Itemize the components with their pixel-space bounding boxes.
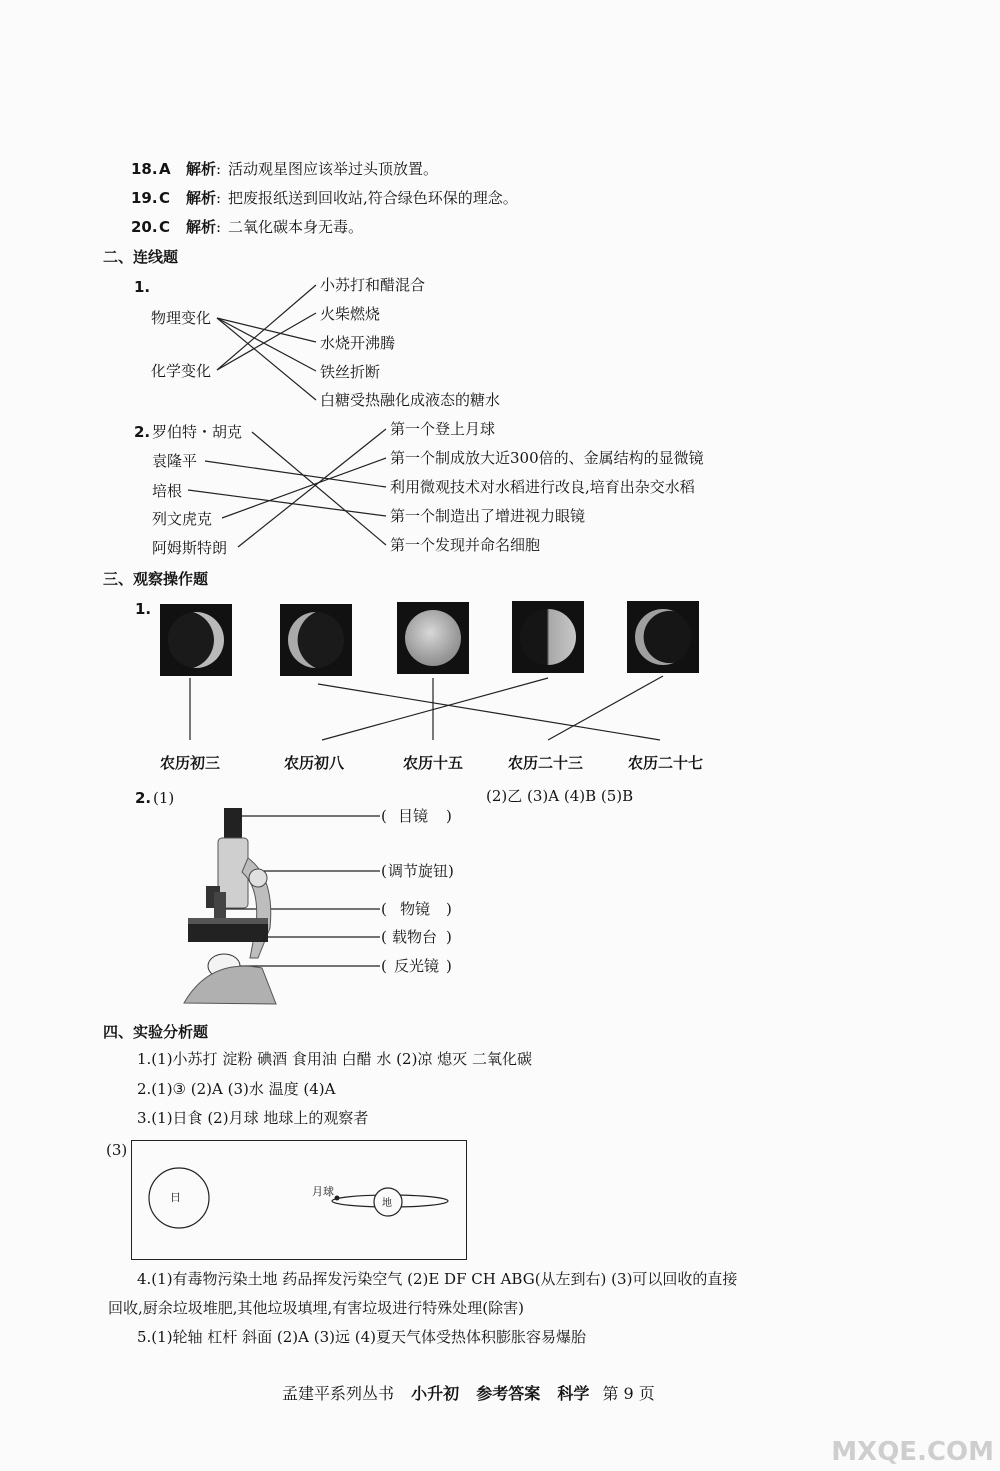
match-right-item: 第一个制造出了增进视力眼镜 bbox=[390, 507, 586, 525]
question-number: 1. bbox=[135, 600, 152, 618]
microscope-image bbox=[180, 808, 280, 1008]
match-left-item: 列文虎克 bbox=[152, 510, 213, 528]
mc-choice: C bbox=[159, 189, 171, 207]
mc-explanation: 活动观星图应该举过头顶放置。 bbox=[228, 160, 439, 178]
match-right-item: 小苏打和醋混合 bbox=[320, 276, 426, 294]
answer-line: 2.(1)③ (2)A (3)水 温度 (4)A bbox=[137, 1080, 336, 1098]
moon-phase-label: 农历十五 bbox=[403, 754, 464, 772]
part-label: 目镜 bbox=[398, 807, 429, 825]
part-label: 反光镜 bbox=[394, 957, 440, 975]
section-title-observation: 三、观察操作题 bbox=[103, 570, 209, 588]
watermark: MXQE.COM bbox=[831, 1437, 994, 1467]
question-number: 2. bbox=[135, 789, 152, 807]
match-left-item: 化学变化 bbox=[151, 362, 212, 380]
match-right-item: 利用微观技术对水稻进行改良,培育出杂交水稻 bbox=[390, 478, 695, 496]
section-title-matching: 二、连线题 bbox=[103, 248, 179, 266]
match-right-item: 白糖受热融化成液态的糖水 bbox=[320, 391, 501, 409]
mc-explanation: 把废报纸送到回收站,符合绿色环保的理念。 bbox=[228, 189, 518, 207]
moon-phase-label: 农历初八 bbox=[284, 754, 345, 772]
mc-number: 20. bbox=[131, 218, 158, 236]
mc-choice: A bbox=[159, 160, 171, 178]
eclipse-diagram bbox=[131, 1140, 467, 1260]
moon-phase-label: 农历初三 bbox=[160, 754, 221, 772]
answer-line: 5.(1)轮轴 杠杆 斜面 (2)A (3)远 (4)夏天气体受热体积膨胀容易爆胎 bbox=[137, 1328, 586, 1346]
sub-question: (3) bbox=[106, 1141, 128, 1159]
moon-phase-label: 农历二十三 bbox=[508, 754, 584, 772]
match-left-item: 袁隆平 bbox=[152, 452, 198, 470]
match-right-item: 第一个登上月球 bbox=[390, 420, 496, 438]
moon-phase-image bbox=[397, 602, 469, 674]
match-left-item: 阿姆斯特朗 bbox=[152, 539, 228, 557]
moon-phase-image bbox=[627, 601, 699, 673]
answer-line: 4.(1)有毒物污染土地 药品挥发污染空气 (2)E DF CH ABG(从左到右) (3)可以回收的直接 bbox=[137, 1270, 738, 1288]
mc-number: 19. bbox=[131, 189, 158, 207]
answer-line: 回收,厨余垃圾堆肥,其他垃圾填埋,有害垃圾进行特殊处理(除害) bbox=[108, 1299, 525, 1317]
mc-label: 解析 bbox=[186, 160, 217, 178]
sub-question: (1) bbox=[153, 789, 175, 807]
sun-label: 日 bbox=[170, 1191, 181, 1204]
moon-phase-image bbox=[512, 601, 584, 673]
mc-choice: C bbox=[159, 218, 171, 236]
question-number: 2. bbox=[134, 423, 151, 441]
footer-type: 参考答案 bbox=[476, 1384, 541, 1403]
earth-label: 地 bbox=[382, 1198, 392, 1209]
answer-line: 1.(1)小苏打 淀粉 碘酒 食用油 白醋 水 (2)凉 熄灭 二氧化碳 bbox=[137, 1050, 532, 1068]
question-number: 1. bbox=[134, 278, 151, 296]
mc-number: 18. bbox=[131, 160, 158, 178]
footer-series: 孟建平系列丛书 bbox=[282, 1384, 395, 1403]
page-footer bbox=[282, 1381, 655, 1404]
match-left-item: 培根 bbox=[152, 482, 183, 500]
section-title-experiment: 四、实验分析题 bbox=[103, 1023, 209, 1041]
match-right-item: 第一个发现并命名细胞 bbox=[390, 536, 541, 554]
moon-phase-image bbox=[160, 604, 232, 676]
part-label: 载物台 bbox=[392, 928, 438, 946]
answer-line: 3.(1)日食 (2)月球 地球上的观察者 bbox=[137, 1109, 369, 1127]
match-left-item: 罗伯特・胡克 bbox=[152, 423, 243, 441]
footer-level: 小升初 bbox=[411, 1384, 460, 1403]
match-right-item: 第一个制成放大近300倍的、金属结构的显微镜 bbox=[390, 449, 704, 467]
part-label: 物镜 bbox=[400, 900, 431, 918]
mc-explanation: 二氧化碳本身无毒。 bbox=[228, 218, 364, 236]
match-right-item: 水烧开沸腾 bbox=[320, 334, 396, 352]
moon-label: 月球 bbox=[312, 1185, 334, 1198]
match-left-item: 物理变化 bbox=[151, 309, 212, 327]
match-right-item: 铁丝折断 bbox=[320, 363, 381, 381]
mc-label: 解析 bbox=[186, 218, 217, 236]
moon-phase-image bbox=[280, 604, 352, 676]
footer-page: 第 9 页 bbox=[602, 1384, 655, 1403]
moon-phase-label: 农历二十七 bbox=[628, 754, 704, 772]
mc-label: 解析 bbox=[186, 189, 217, 207]
match-right-item: 火柴燃烧 bbox=[320, 305, 381, 323]
part-label: 调节旋钮 bbox=[388, 862, 449, 880]
answers-text: (2)乙 (3)A (4)B (5)B bbox=[486, 787, 634, 805]
footer-subject: 科学 bbox=[557, 1384, 590, 1403]
